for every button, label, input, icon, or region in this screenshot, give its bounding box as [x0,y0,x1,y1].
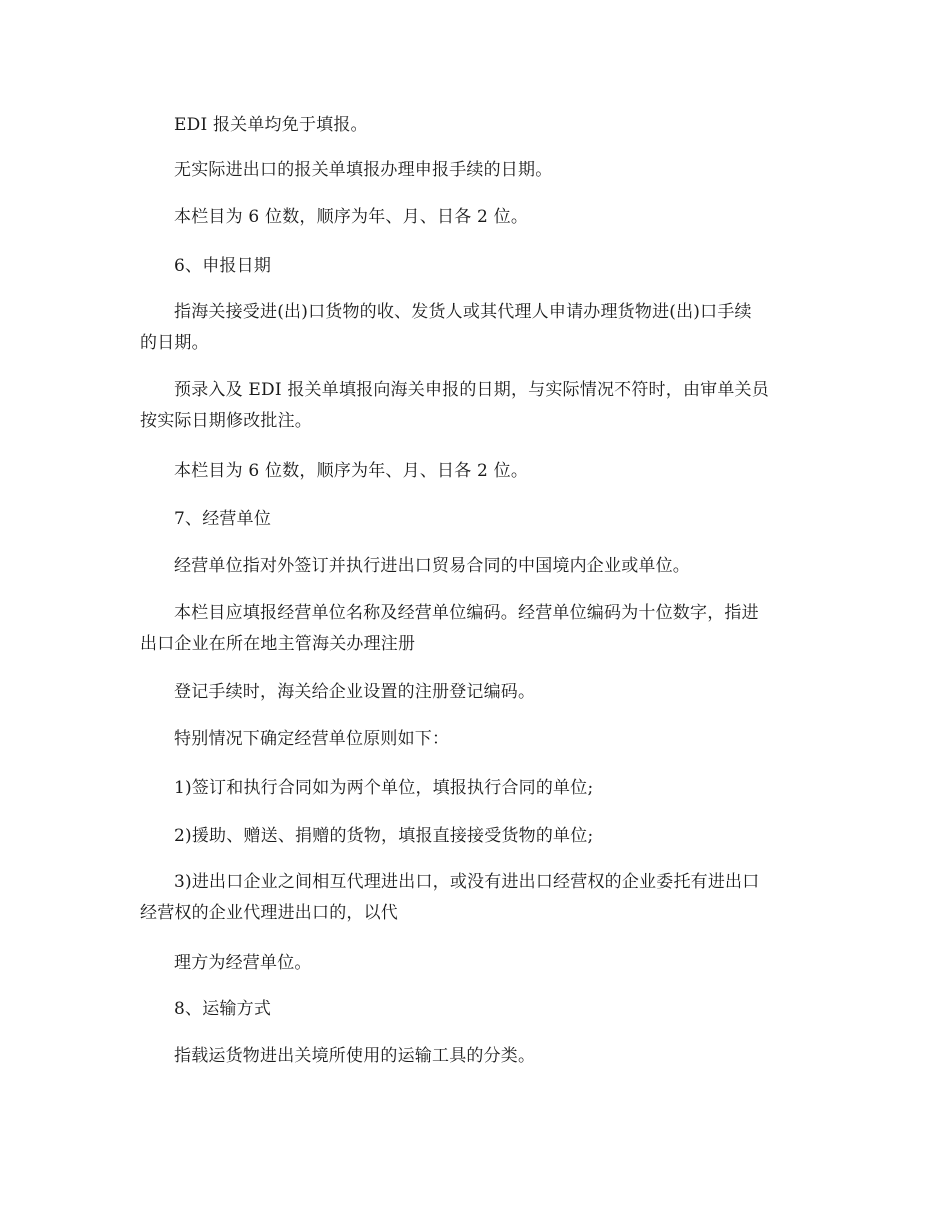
paragraph-line: 本栏目为 6 位数，顺序为年、月、日各 2 位。 [174,207,529,227]
paragraph-line: 预录入及 EDI 报关单填报向海关申报的日期，与实际情况不符时，由审单关员 [174,380,769,400]
paragraph-line: 指海关接受进(出)口货物的收、发货人或其代理人申请办理货物进(出)口手续 [174,302,752,322]
section-heading-text: 7、经营单位 [174,509,272,529]
section-heading-text: 6、申报日期 [174,256,272,276]
list-item-text: 1)签订和执行合同如为两个单位，填报执行合同的单位; [174,778,594,798]
list-item [140,867,812,929]
section-heading [140,994,812,1025]
paragraph-line: 经营单位指对外签订并执行进出口贸易合同的中国境内企业或单位。 [174,556,690,576]
paragraph [140,948,812,979]
paragraph [140,110,812,141]
paragraph-line: 按实际日期修改批注。 [140,411,312,431]
paragraph-line: 无实际进出口的报关单填报办理申报手续的日期。 [174,160,553,180]
list-item-text: 3)进出口企业之间相互代理进出口，或没有进出口经营权的企业委托有进出口 [174,872,760,892]
paragraph-line: EDI 报关单均免于填报。 [174,115,368,135]
paragraph-line: 指载运货物进出关境所使用的运输工具的分类。 [174,1046,536,1066]
paragraph-line: 本栏目应填报经营单位名称及经营单位编码。经营单位编码为十位数字，指进 [174,603,759,623]
paragraph-line: 出口企业在所在地主管海关办理注册 [140,634,416,654]
paragraph-line: 特别情况下确定经营单位原则如下： [174,729,450,749]
paragraph [140,202,812,233]
list-item [140,821,812,852]
paragraph [140,297,812,359]
paragraph [140,724,812,755]
section-heading [140,504,812,535]
paragraph-line: 的日期。 [140,333,209,353]
list-item [140,773,812,804]
list-item-text: 2)援助、赠送、捐赠的货物，填报直接接受货物的单位; [174,826,594,846]
section-heading-text: 8、运输方式 [174,999,272,1019]
paragraph [140,155,812,186]
section-heading [140,251,812,282]
paragraph [140,677,812,708]
paragraph [140,375,812,437]
paragraph-line: 理方为经营单位。 [174,953,312,973]
paragraph [140,1041,812,1072]
paragraph [140,598,812,660]
paragraph [140,551,812,582]
paragraph-line: 登记手续时，海关给企业设置的注册登记编码。 [174,682,536,702]
paragraph-line: 本栏目为 6 位数，顺序为年、月、日各 2 位。 [174,461,529,481]
paragraph [140,456,812,487]
list-item-text: 经营权的企业代理进出口的，以代 [140,903,398,923]
